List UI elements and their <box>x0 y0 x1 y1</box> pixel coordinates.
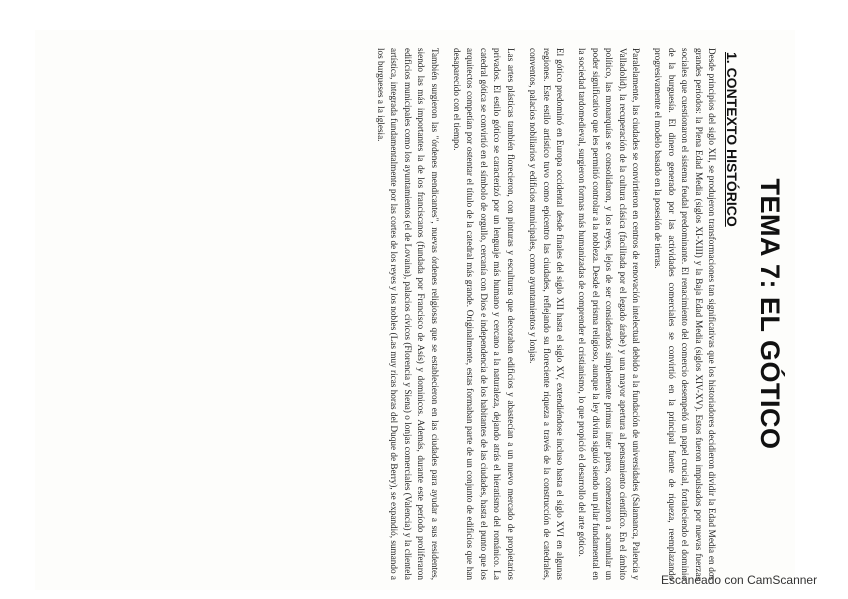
document-title: TEMA 7: EL GÓTICO <box>755 178 785 450</box>
paragraph-2: Paralelamente, las ciudades se convirtieron en centros de renovación intelectual debido a la fundación de universidades (Salamanca, Palencia y Valladolid), la recuperación de la cultura clásica (facilitada por el legado árabe) y una mayor apertura al pensamiento científico. En el ámbito político, las monarquías se consolidaron, y los reyes, lejos de ser considerados simplemente primus inter pares, comenzaron a acumular un poder significativo que les permitió controlar a la nobleza. Desde el prisma religioso, aunque la ley divina siguió siendo un pilar fundamental en la sociedad tardomedieval, surgieron formas más humanizadas de comprender el cristianismo, lo que propició el desarrollo del arte gótico. <box>577 48 641 580</box>
paragraph-3: El gótico predominó en Europa occidental desde finales del siglo XII hasta el siglo XV, extendiéndose incluso hasta el siglo XVI en algunas regiones. Este estilo artístico tuvo como epicentro las ciudades, reflejando su floreciente riqueza a través de la construcción de catedrales, conventos, palacios nobiliarios y edificios municipales, como ayuntamientos y lonjas. <box>528 48 565 580</box>
scanner-watermark: Escaneado con CamScanner <box>661 573 818 587</box>
section-heading: 1. CONTEXTO HISTÓRICO <box>724 52 740 227</box>
paragraph-1: Desde principios del siglo XII, se produjeron transformaciones tan significativas que los historiadores decidieron dividir la Edad Media en dos grandes periodos: la Plena Edad Media (siglos XI-XIII) y la Baja Edad Media (siglos XIV-XV). Estos fueron impulsados por nuevas fuerzas sociales que cuestionaron el sistema feudal predominante. El renacimiento del comercio desempeñó un papel crucial, fortaleciendo el dominio de la burguesía. El dinero generado por las actividades comerciales se convirtió en la principal fuente de riqueza, reemplazando progresivamente el modelo basado en la posesión de tierras. <box>653 48 717 580</box>
paragraph-5: También surgieron las "órdenes mendicantes", nuevas órdenes religiosas que se establecieron en las ciudades para ayudar a sus residentes, siendo las más importantes la de los franciscanos (fundada por Francisco de Asís) y dominicos. Además, durante este período proliferaron edificios municipales como los ayuntamientos (el de Lovaina), palacios cívicos (Florencia y Siena) o lonjas comerciales (Valencia) y la clientela artística, integrada fundamentalmente por las cortes de los reyes y los nobles (Las muy ricas horas del Duque de Berry), se expandió, sumando a los burgueses a la iglesia. <box>376 48 440 580</box>
paragraph-4: Las artes plásticas también florecieron, con pinturas y esculturas que decoraban edificios y abastecían a un nuevo mercado de propietarios privados. El estilo gótico se caracterizó por un lenguaje más humano y cercano a la naturaleza, dejando atrás el hieratismo del románico. La catedral gótica se convirtió en el símbolo de orgullo, cercanía con Dios e independencia de los habitantes de las ciudades, hasta el punto que los arquitectos competían por ostentar el título de la catedral más grande. Originalmente, estas formaban parte de un conjunto de edificios que han desaparecido con el tiempo. <box>452 48 516 580</box>
rotated-document-sheet <box>35 30 795 590</box>
